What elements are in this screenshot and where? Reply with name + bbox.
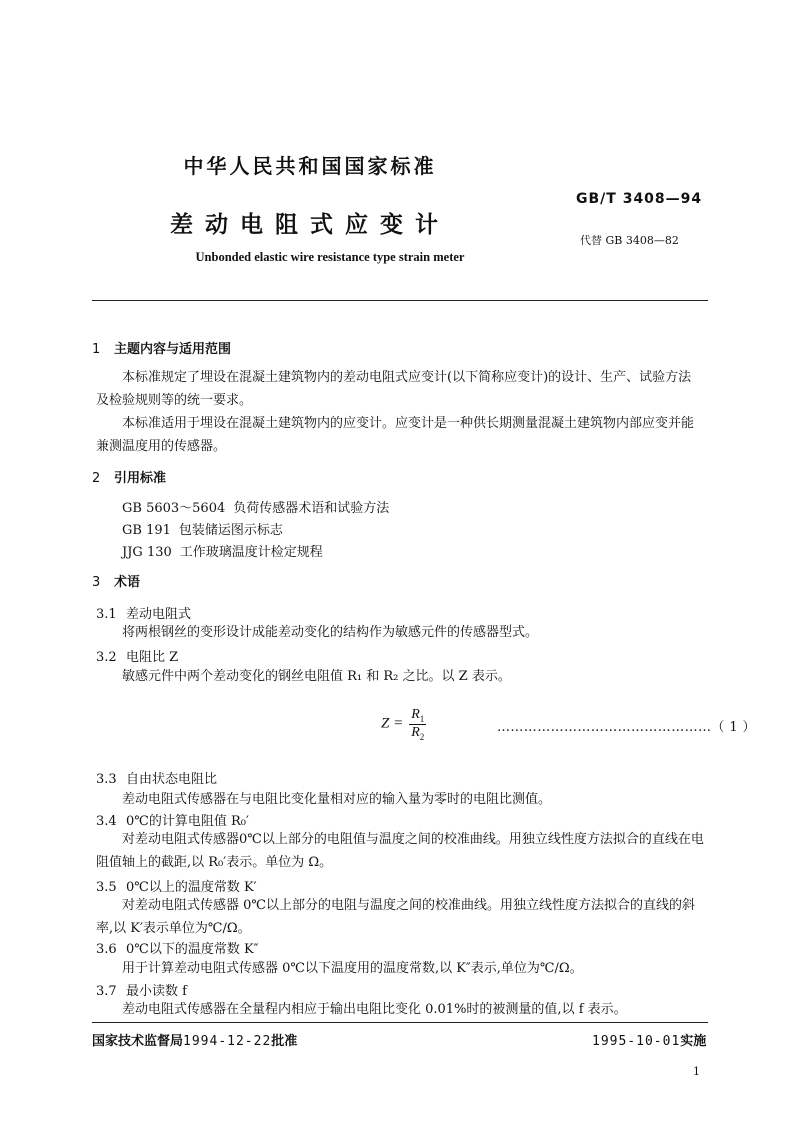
formula-number: （ 1 ） bbox=[711, 720, 756, 735]
reference-title: 包装储运图示标志 bbox=[178, 523, 283, 538]
term-number: 3.7 bbox=[96, 984, 117, 999]
term-name: 0℃以下的温度常数 K″ bbox=[126, 942, 259, 957]
section-number: 2 bbox=[92, 471, 101, 486]
reference-item bbox=[122, 497, 397, 516]
term-number: 3.1 bbox=[96, 607, 117, 622]
section-3-heading bbox=[92, 571, 140, 590]
effective-label: 实施 bbox=[680, 1034, 707, 1049]
reference-item bbox=[122, 519, 291, 538]
reference-code: GB 5603～5604 bbox=[122, 501, 226, 516]
term-name: 差动电阻式 bbox=[126, 607, 192, 622]
formula-leader-dots: ………………………………………… bbox=[497, 720, 712, 735]
standard-code: GB/T 3408—94 bbox=[576, 191, 703, 207]
national-standard-title: 中华人民共和国国家标准 bbox=[183, 154, 437, 178]
section-2-heading bbox=[92, 467, 166, 486]
section-1-paragraph-2: 本标准适用于埋设在混凝土建筑物内的应变计。应变计是一种供长期测量混凝土建筑物内部应变并能兼测温度用的传感器。 bbox=[96, 416, 695, 454]
term-definition: 对差动电阻式传感器 0℃以上部分的电阻与温度之间的校准曲线。用独立线性度方法拟合的直线的斜率,以 K′表示单位为℃/Ω。 bbox=[96, 898, 695, 936]
section-title: 主题内容与适用范围 bbox=[114, 342, 232, 357]
term-number: 3.4 bbox=[96, 814, 117, 829]
term-heading bbox=[96, 768, 217, 787]
reference-title: 负荷传感器术语和试验方法 bbox=[233, 501, 390, 516]
formula-leader-and-number bbox=[497, 716, 756, 735]
effective-date: 1995-10-01 bbox=[592, 1034, 681, 1049]
term-name: 自由状态电阻比 bbox=[126, 772, 218, 787]
term-heading bbox=[96, 938, 259, 957]
term-name: 最小读数 f bbox=[126, 984, 187, 999]
approval-line bbox=[92, 1030, 297, 1049]
reference-code: GB 191 bbox=[122, 523, 171, 538]
approval-label: 批准 bbox=[271, 1034, 298, 1049]
term-definition: 对差动电阻式传感器0℃以上部分的电阻值与温度之间的校准曲线。用独立线性度方法拟合的直线在电阻值轴上的截距,以 R₀′表示。单位为 Ω。 bbox=[96, 832, 704, 870]
section-number: 3 bbox=[92, 575, 101, 590]
effective-line bbox=[592, 1030, 706, 1049]
term-definition: 差动电阻式传感器在全量程内相应于输出电阻比变化 0.01%时的被测量的值,以 f 表示。 bbox=[122, 1002, 627, 1017]
term-heading bbox=[96, 646, 178, 665]
approval-date: 1994-12-22 bbox=[183, 1034, 272, 1049]
term-name: 0℃以上的温度常数 K′ bbox=[126, 880, 257, 895]
section-1-paragraph-1: 本标准规定了埋设在混凝土建筑物内的差动电阻式应变计(以下简称应变计)的设计、生产、试验方法及检验规则等的统一要求。 bbox=[96, 370, 692, 408]
term-number: 3.2 bbox=[96, 650, 117, 665]
page-number: 1 bbox=[693, 1065, 700, 1078]
issuing-authority: 国家技术监督局 bbox=[92, 1034, 184, 1049]
section-title: 术语 bbox=[114, 575, 141, 590]
term-name: 电阻比 Z bbox=[126, 650, 179, 665]
formula-fraction: $\frac{R_1}{R_2}$ bbox=[411, 707, 425, 742]
reference-title: 工作玻璃温度计检定规程 bbox=[179, 545, 323, 560]
header-divider bbox=[92, 300, 708, 301]
term-number: 3.5 bbox=[96, 880, 117, 895]
term-heading bbox=[96, 876, 257, 895]
document-title-en: Unbonded elastic wire resistance type strain meter bbox=[195, 250, 465, 264]
section-title: 引用标准 bbox=[114, 471, 167, 486]
replaces-standard: 代替 GB 3408—82 bbox=[580, 234, 679, 247]
term-number: 3.3 bbox=[96, 772, 117, 787]
term-definition: 差动电阻式传感器在与电阻比变化量相对应的输入量为零时的电阻比测值。 bbox=[122, 792, 552, 807]
reference-item bbox=[122, 541, 331, 560]
section-1-heading bbox=[92, 338, 231, 357]
footer-divider bbox=[92, 1022, 708, 1023]
document-title-cn: 差动电阻式应变计 bbox=[170, 212, 450, 238]
formula-resistance-ratio: Z = $\frac{R_1}{R_2}$ bbox=[381, 707, 425, 742]
term-definition: 用于计算差动电阻式传感器 0℃以下温度用的温度常数,以 K″表示,单位为℃/Ω。 bbox=[122, 961, 583, 976]
term-name: 0℃的计算电阻值 R₀′ bbox=[126, 814, 249, 829]
term-heading bbox=[96, 603, 191, 622]
term-definition: 敏感元件中两个差动变化的钢丝电阻值 R₁ 和 R₂ 之比。以 Z 表示。 bbox=[122, 669, 511, 684]
term-heading bbox=[96, 810, 249, 829]
reference-code: JJG 130 bbox=[122, 545, 172, 560]
section-number: 1 bbox=[92, 342, 101, 357]
term-definition: 将两根钢丝的变形设计成能差动变化的结构作为敏感元件的传感器型式。 bbox=[122, 625, 539, 640]
term-number: 3.6 bbox=[96, 942, 117, 957]
term-heading bbox=[96, 980, 187, 999]
